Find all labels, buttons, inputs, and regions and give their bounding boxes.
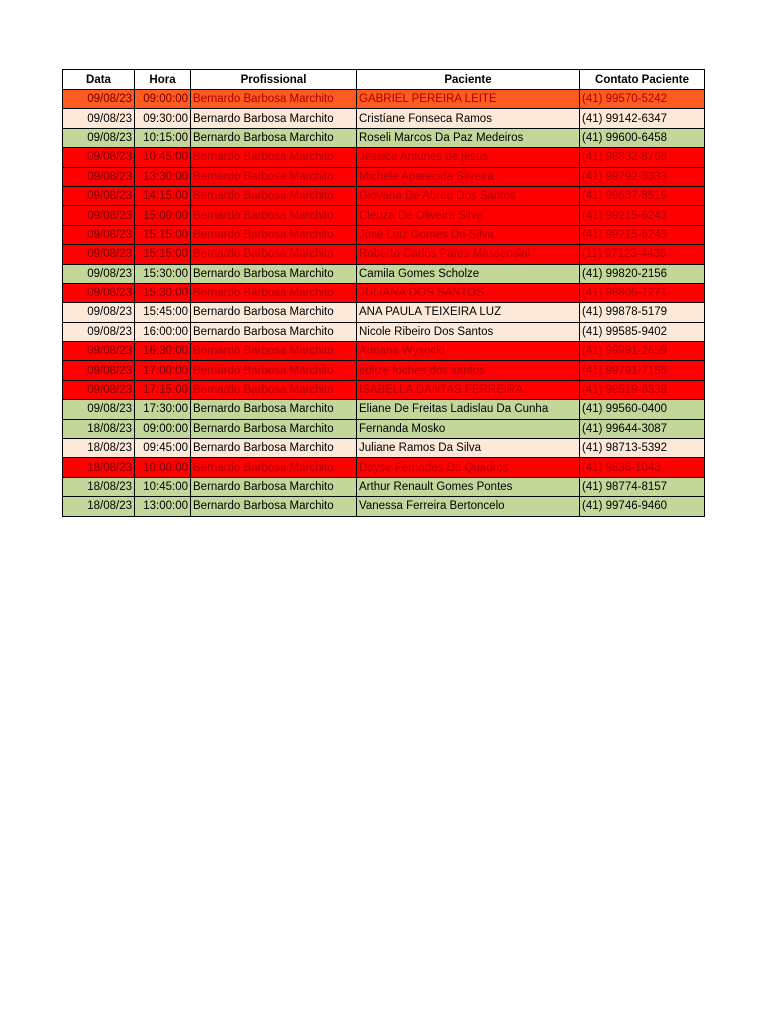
cell-profissional: Bernardo Barbosa Marchito — [191, 380, 357, 399]
cell-contato: (41) 99637-8516 — [580, 186, 705, 205]
cell-profissional: Bernardo Barbosa Marchito — [191, 148, 357, 167]
cell-profissional: Bernardo Barbosa Marchito — [191, 439, 357, 458]
cell-profissional: Bernardo Barbosa Marchito — [191, 283, 357, 302]
cell-data: 18/08/23 — [63, 497, 135, 516]
table-row — [63, 322, 705, 341]
cell-contato: (41) 99570-5242 — [580, 90, 705, 109]
table-body — [63, 90, 705, 517]
cell-hora: 15:45:00 — [135, 303, 191, 322]
cell-hora: 15:30:00 — [135, 283, 191, 302]
cell-data: 09/08/23 — [63, 322, 135, 341]
cell-profissional: Bernardo Barbosa Marchito — [191, 90, 357, 109]
cell-contato: (41) 99215-6243 — [580, 225, 705, 244]
cell-contato: (41) 98713-5392 — [580, 439, 705, 458]
cell-contato: (41) 98832-8768 — [580, 148, 705, 167]
cell-hora: 15:00:00 — [135, 206, 191, 225]
cell-contato: (41) 99560-0400 — [580, 400, 705, 419]
cell-paciente: Vanessa Ferreira Bertoncelo — [357, 497, 580, 516]
cell-contato: (41) 99600-6458 — [580, 128, 705, 147]
table-row — [63, 303, 705, 322]
cell-profissional: Bernardo Barbosa Marchito — [191, 400, 357, 419]
table-row — [63, 225, 705, 244]
table-row — [63, 477, 705, 496]
cell-data: 09/08/23 — [63, 400, 135, 419]
table-row — [63, 400, 705, 419]
appointments-table — [62, 69, 705, 517]
header-row — [63, 70, 705, 90]
cell-profissional: Bernardo Barbosa Marchito — [191, 361, 357, 380]
cell-data: 09/08/23 — [63, 225, 135, 244]
cell-hora: 17:15:00 — [135, 380, 191, 399]
cell-profissional: Bernardo Barbosa Marchito — [191, 245, 357, 264]
cell-profissional: Bernardo Barbosa Marchito — [191, 206, 357, 225]
cell-data: 09/08/23 — [63, 90, 135, 109]
cell-hora: 15:15:00 — [135, 245, 191, 264]
cell-contato: (41) 99142-6347 — [580, 109, 705, 128]
cell-data: 09/08/23 — [63, 109, 135, 128]
cell-profissional: Bernardo Barbosa Marchito — [191, 303, 357, 322]
table-row — [63, 206, 705, 225]
cell-data: 18/08/23 — [63, 439, 135, 458]
cell-paciente: edlize foches dos santos — [357, 361, 580, 380]
cell-contato: (41) 98805-1271 — [580, 283, 705, 302]
cell-data: 09/08/23 — [63, 303, 135, 322]
cell-contato: (41) 99585-9402 — [580, 322, 705, 341]
cell-contato: (11) 97123-4436 — [580, 245, 705, 264]
cell-contato: (41) 99820-2156 — [580, 264, 705, 283]
table-row — [63, 245, 705, 264]
cell-hora: 10:45:00 — [135, 477, 191, 496]
cell-contato: (41) 99519-6338 — [580, 380, 705, 399]
cell-hora: 09:30:00 — [135, 109, 191, 128]
table-row — [63, 419, 705, 438]
table-row — [63, 128, 705, 147]
cell-data: 18/08/23 — [63, 419, 135, 438]
cell-contato: (41) 99791-7186 — [580, 361, 705, 380]
appointments-sheet — [62, 69, 705, 517]
cell-paciente: Roberto Carlos Pares Massensini — [357, 245, 580, 264]
header-hora: Hora — [135, 70, 191, 90]
cell-data: 09/08/23 — [63, 264, 135, 283]
header-paciente: Paciente — [357, 70, 580, 90]
cell-data: 18/08/23 — [63, 477, 135, 496]
cell-contato: (41) 99878-5179 — [580, 303, 705, 322]
cell-paciente: Juliane Ramos Da Silva — [357, 439, 580, 458]
cell-paciente: Fernanda Mosko — [357, 419, 580, 438]
cell-profissional: Bernardo Barbosa Marchito — [191, 458, 357, 477]
table-row — [63, 186, 705, 205]
cell-hora: 17:00:00 — [135, 361, 191, 380]
cell-contato: (41) 99746-9460 — [580, 497, 705, 516]
cell-hora: 09:00:00 — [135, 419, 191, 438]
cell-paciente: Nicole Ribeiro Dos Santos — [357, 322, 580, 341]
table-row — [63, 439, 705, 458]
table-row — [63, 148, 705, 167]
cell-profissional: Bernardo Barbosa Marchito — [191, 128, 357, 147]
cell-paciente: Cristíane Fonseca Ramos — [357, 109, 580, 128]
cell-paciente: GABRIEL PEREIRA LEITE — [357, 90, 580, 109]
cell-contato: (41) 99644-3087 — [580, 419, 705, 438]
cell-paciente: Michele Aparecida Silveira — [357, 167, 580, 186]
cell-hora: 10:15:00 — [135, 128, 191, 147]
header-data: Data — [63, 70, 135, 90]
cell-profissional: Bernardo Barbosa Marchito — [191, 186, 357, 205]
cell-contato: (41) 99991-2659 — [580, 342, 705, 361]
cell-hora: 09:45:00 — [135, 439, 191, 458]
cell-contato: (41) 98774-8157 — [580, 477, 705, 496]
cell-data: 09/08/23 — [63, 206, 135, 225]
cell-profissional: Bernardo Barbosa Marchito — [191, 497, 357, 516]
cell-profissional: Bernardo Barbosa Marchito — [191, 419, 357, 438]
cell-paciente: Giovana De Abreu Dos Santos — [357, 186, 580, 205]
cell-profissional: Bernardo Barbosa Marchito — [191, 264, 357, 283]
cell-paciente: Adriana Wysocki — [357, 342, 580, 361]
header-contato: Contato Paciente — [580, 70, 705, 90]
cell-paciente: José Luiz Gomes Da Silva — [357, 225, 580, 244]
cell-hora: 10:45:00 — [135, 148, 191, 167]
cell-profissional: Bernardo Barbosa Marchito — [191, 477, 357, 496]
cell-data: 09/08/23 — [63, 380, 135, 399]
table-row — [63, 342, 705, 361]
cell-hora: 14:15:00 — [135, 186, 191, 205]
cell-data: 09/08/23 — [63, 245, 135, 264]
cell-hora: 10:00:00 — [135, 458, 191, 477]
cell-paciente: Dayse Fernades De Quadros — [357, 458, 580, 477]
header-profissional: Profissional — [191, 70, 357, 90]
cell-profissional: Bernardo Barbosa Marchito — [191, 167, 357, 186]
cell-profissional: Bernardo Barbosa Marchito — [191, 225, 357, 244]
cell-data: 09/08/23 — [63, 167, 135, 186]
table-row — [63, 458, 705, 477]
cell-hora: 15:30:00 — [135, 264, 191, 283]
table-row — [63, 283, 705, 302]
table-row — [63, 497, 705, 516]
cell-hora: 16:30:00 — [135, 342, 191, 361]
cell-paciente: Eliane De Freitas Ladislau Da Cunha — [357, 400, 580, 419]
table-row — [63, 167, 705, 186]
table-row — [63, 109, 705, 128]
cell-data: 18/08/23 — [63, 458, 135, 477]
cell-profissional: Bernardo Barbosa Marchito — [191, 342, 357, 361]
table-row — [63, 264, 705, 283]
cell-data: 09/08/23 — [63, 283, 135, 302]
cell-contato: (41) 99215-6243 — [580, 206, 705, 225]
cell-data: 09/08/23 — [63, 128, 135, 147]
cell-paciente: JULIANA DOS SANTOS — [357, 283, 580, 302]
cell-data: 09/08/23 — [63, 342, 135, 361]
cell-data: 09/08/23 — [63, 361, 135, 380]
table-row — [63, 380, 705, 399]
cell-paciente: Camila Gomes Scholze — [357, 264, 580, 283]
cell-data: 09/08/23 — [63, 148, 135, 167]
cell-profissional: Bernardo Barbosa Marchito — [191, 109, 357, 128]
cell-hora: 15:15:00 — [135, 225, 191, 244]
cell-paciente: Roseli Marcos Da Paz Medeiros — [357, 128, 580, 147]
cell-hora: 16:00:00 — [135, 322, 191, 341]
cell-hora: 17:30:00 — [135, 400, 191, 419]
cell-paciente: Cleuza De Oliveira Silva — [357, 206, 580, 225]
cell-hora: 13:00:00 — [135, 497, 191, 516]
cell-paciente: ISABELLA DANTAS FERREIRA — [357, 380, 580, 399]
cell-contato: (41) 9836-1043 — [580, 458, 705, 477]
cell-profissional: Bernardo Barbosa Marchito — [191, 322, 357, 341]
cell-paciente: ANA PAULA TEIXEIRA LUZ — [357, 303, 580, 322]
table-row — [63, 90, 705, 109]
table-row — [63, 361, 705, 380]
cell-hora: 13:30:00 — [135, 167, 191, 186]
cell-paciente: Jéssica Antunes de jesus — [357, 148, 580, 167]
cell-paciente: Arthur Renault Gomes Pontes — [357, 477, 580, 496]
cell-hora: 09:00:00 — [135, 90, 191, 109]
cell-contato: (41) 99792-3333 — [580, 167, 705, 186]
cell-data: 09/08/23 — [63, 186, 135, 205]
